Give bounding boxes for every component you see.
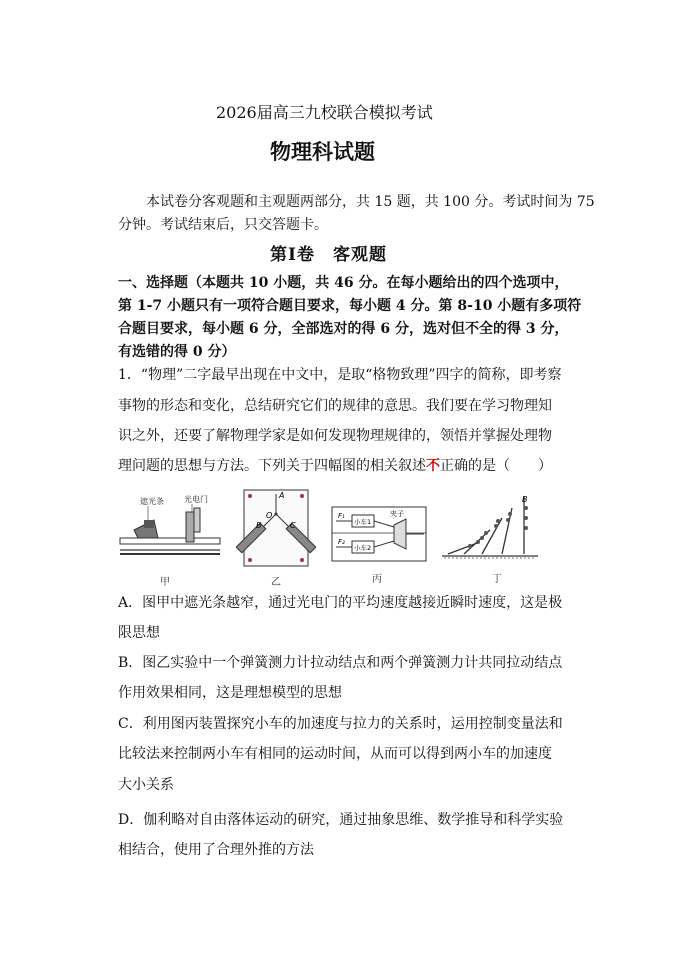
fig3-label-car2: 小车2	[354, 544, 372, 552]
part1-line-3: 合题目要求，每小题 6 分，全部选对的得 6 分，选对但不全的得 3 分，	[118, 321, 569, 337]
fig1-label-gate: 光电门	[184, 495, 208, 504]
q1-line-4	[118, 454, 552, 478]
fig2-label-c: C	[290, 521, 296, 530]
part1-line-1: 一、选择题（本题共 10 小题，共 46 分。在每小题给出的四个选项中，	[118, 275, 569, 291]
subject-title: 物理科试题	[270, 139, 375, 164]
figure-label-bing: 丙	[372, 574, 382, 585]
option-c-line-2: 比较法来控制两小车有相同的运动时间，从而可以得到两小车的加速度	[118, 746, 552, 762]
fig2-label-o: O	[266, 511, 273, 520]
fig3-label-f2: F₂	[338, 538, 345, 546]
q1-line-1: 1．“物理”二字最早出现在中文中，是取“格物致理”四字的简称，即考察	[118, 367, 562, 383]
fig1-label-shade: 遮光条	[140, 497, 164, 506]
part1-line-2: 第 1-7 小题只有一项符合题目要求，每小题 4 分。第 8-10 小题有多项符	[118, 298, 582, 314]
figure-label-ding: 丁	[492, 574, 502, 585]
exam-title: 2026届高三九校联合模拟考试	[216, 103, 433, 122]
option-a-line-1: A．图甲中遮光条越窄，通过光电门的平均速度越接近瞬时速度，这是极	[118, 595, 563, 611]
q1-line-3: 识之外，还要了解物理学家是如何发现物理规律的，领悟并掌握处理物	[118, 428, 552, 444]
fig2-label-b: B	[256, 521, 262, 530]
section-title: 第Ⅰ卷 客观题	[270, 245, 387, 265]
q1-line-4-before: 理问题的思想与方法。下列关于四幅图的相关叙述	[118, 458, 426, 474]
q1-line-2: 事物的形态和变化，总结研究它们的规律的意思。我们要在学习物理知	[118, 398, 552, 414]
option-a-line-2: 限思想	[118, 625, 160, 641]
option-d-line-1: D．伽利略对自由落体运动的研究，通过抽象思维、数学推导和科学实验	[118, 812, 564, 828]
figure-jia	[118, 490, 222, 572]
option-b-line-2: 作用效果相同，这是理想模型的思想	[118, 685, 342, 701]
q1-line-4-after: 正确的是（ ）	[440, 458, 552, 474]
fig2-label-a: A	[279, 491, 285, 500]
intro-line-1: 本试卷分客观题和主观题两部分，共 15 题，共 100 分。考试时间为 75	[146, 194, 595, 210]
fig3-label-clip: 夹子	[390, 510, 404, 518]
intro-line-2: 分钟。考试结束后，只交答题卡。	[118, 217, 328, 233]
q1-emphasis-not: 不	[426, 458, 440, 474]
fig3-label-f1: F₁	[338, 512, 345, 520]
figure-label-jia: 甲	[160, 577, 170, 588]
option-c-line-3: 大小关系	[118, 777, 174, 793]
figure-bing	[330, 505, 428, 563]
figure-ding	[440, 492, 540, 562]
figure-yi	[236, 488, 316, 570]
option-c-line-1: C．利用图丙装置探究小车的加速度与拉力的关系时，运用控制变量法和	[118, 716, 563, 732]
part1-line-4: 有选错的得 0 分）	[118, 344, 236, 360]
fig3-label-car1: 小车1	[354, 518, 372, 526]
figure-label-yi: 乙	[271, 577, 281, 588]
fig4-label-b: B	[522, 495, 528, 504]
option-b-line-1: B．图乙实验中一个弹簧测力计拉动结点和两个弹簧测力计共同拉动结点	[118, 655, 563, 671]
option-d-line-2: 相结合，使用了合理外推的方法	[118, 842, 314, 858]
